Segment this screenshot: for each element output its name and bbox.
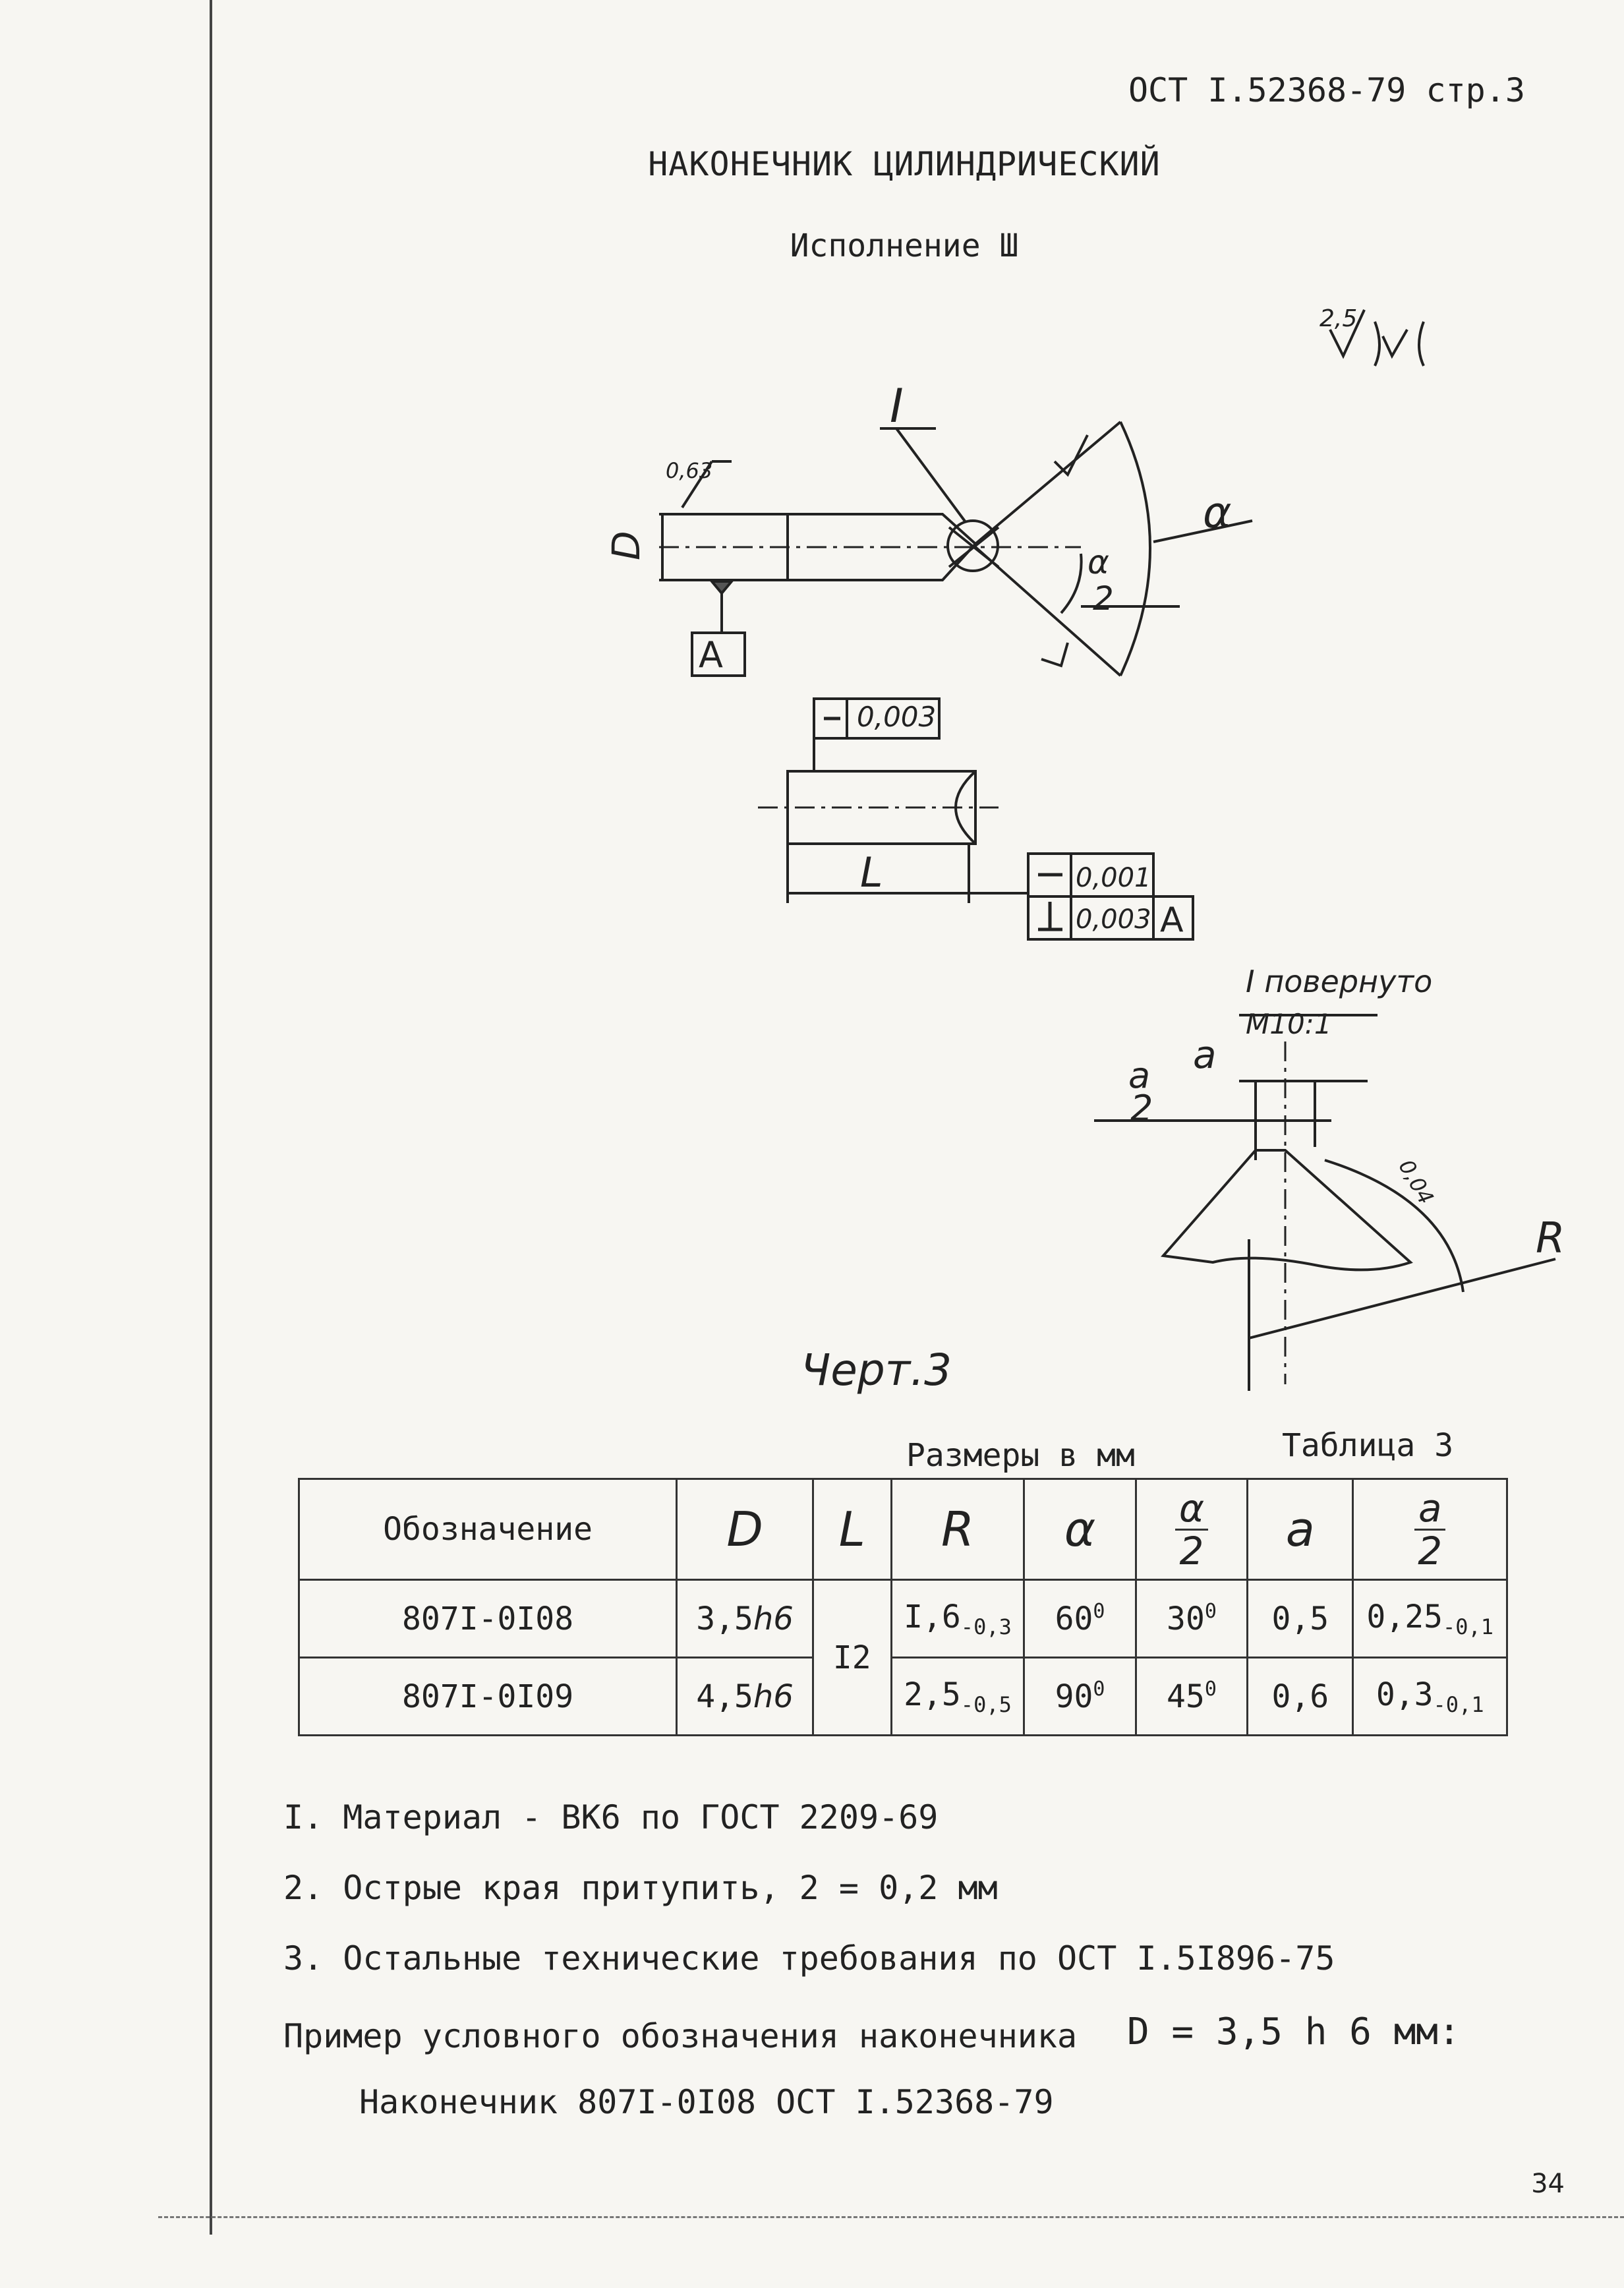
detail-radius-arc: [1325, 1160, 1463, 1292]
note-3: 3. Остальные технические требования по ОСТ I.5I896-75: [283, 1939, 1335, 1978]
cell-a: 0,6: [1248, 1658, 1353, 1736]
half-angle-label-den: 2: [1093, 579, 1114, 618]
cell-alpha: $60^0$: [1024, 1580, 1136, 1658]
cell-d: 3,5h6: [677, 1580, 813, 1658]
cell-half-a: $0,25_{-0,1}$: [1353, 1580, 1507, 1658]
cell-half-alpha: $45^0$: [1136, 1658, 1247, 1736]
detail-leader: [896, 428, 966, 522]
angle-arc-alpha: [1120, 422, 1150, 676]
cell-l: I2: [813, 1580, 891, 1736]
cell-half-alpha: $30^0$: [1136, 1580, 1247, 1658]
angle-label-alpha: α: [1203, 487, 1232, 538]
cell-alpha: $90^0$: [1024, 1658, 1136, 1736]
header-half-alpha: [1136, 1479, 1247, 1580]
angle-line-upper: [975, 422, 1120, 544]
header-half-alpha-den: 2: [1179, 1528, 1204, 1573]
cell-half-a: $0,3_{-0,1}$: [1353, 1658, 1507, 1736]
cell-a: 0,5: [1248, 1580, 1353, 1658]
straightness-small-value: 0,001: [1076, 863, 1151, 893]
length-label: L: [860, 848, 883, 896]
header-l: L: [813, 1479, 891, 1580]
header-a: a: [1248, 1479, 1353, 1580]
note-1: I. Материал - ВК6 по ГОСТ 2209-69: [283, 1798, 939, 1836]
page-title: НАКОНЕЧНИК ЦИЛИНДРИЧЕСКИЙ: [648, 145, 1161, 183]
cell-d: 4,5h6: [677, 1658, 813, 1736]
table-row: [299, 1658, 1507, 1736]
detail-tip-outline: [1163, 1150, 1410, 1270]
angle-arc-half: [1061, 554, 1082, 613]
straightness-value: 0,003: [857, 701, 937, 733]
header-half-a: [1353, 1479, 1507, 1580]
table-header-row: [299, 1479, 1507, 1580]
cell-r: $2,5_{-0,5}$: [891, 1658, 1024, 1736]
header-alpha: α: [1024, 1479, 1136, 1580]
header-half-a-den: 2: [1418, 1528, 1443, 1573]
flat-label: a: [1193, 1032, 1217, 1077]
half-flat-label-den: 2: [1130, 1088, 1153, 1129]
page-subtitle: Исполнение Ш: [790, 227, 1019, 264]
half-angle-label-num: α: [1088, 543, 1109, 581]
example-value: Наконечник 807I-0I08 ОСТ I.52368-79: [359, 2083, 1054, 2121]
table-caption: Таблица 3: [1282, 1427, 1454, 1464]
example-label: Пример условного обозначения наконечника: [283, 2017, 1078, 2055]
view-marker-label: I: [890, 379, 904, 433]
cell-r: $I,6_{-0,3}$: [891, 1580, 1024, 1658]
half-flat-label-num: a: [1128, 1055, 1151, 1096]
roughness-label-general: 2,5: [1320, 305, 1358, 332]
header-half-a-num: a: [1414, 1489, 1446, 1531]
document-code: ОСТ I.52368-79 стр.3: [1128, 71, 1525, 109]
datum-label-a: A: [699, 634, 723, 676]
figure-caption: Черт.3: [801, 1345, 952, 1395]
dimensions-table: [298, 1478, 1508, 1736]
header-r: R: [891, 1479, 1024, 1580]
table-row: [299, 1580, 1507, 1658]
detail-scale: M10:1: [1246, 1008, 1332, 1040]
cell-designation: 807I-0I08: [299, 1580, 677, 1658]
roughness-label-detail: 0,04: [1393, 1155, 1439, 1209]
radius-label: R: [1536, 1214, 1565, 1263]
page-number: 34: [1531, 2169, 1565, 2199]
perpendicularity-datum: A: [1160, 900, 1184, 940]
example-formula: D = 3,5 h 6 мм:: [1127, 2010, 1461, 2053]
cell-designation: 807I-0I09: [299, 1658, 677, 1736]
header-designation: Обозначение: [299, 1479, 677, 1580]
detail-title: I повернуто: [1246, 964, 1433, 999]
header-d: D: [677, 1479, 813, 1580]
header-half-alpha-num: α: [1175, 1489, 1208, 1531]
note-2: 2. Острые края притупить, 2 = 0,2 мм: [283, 1869, 998, 1907]
roughness-label-surface: 0,63: [666, 458, 713, 483]
perpendicularity-value: 0,003: [1076, 904, 1151, 935]
roughness-mark-bracket: [1375, 322, 1424, 366]
units-label: Размеры в мм: [906, 1437, 1135, 1474]
diameter-label: D: [604, 531, 649, 560]
